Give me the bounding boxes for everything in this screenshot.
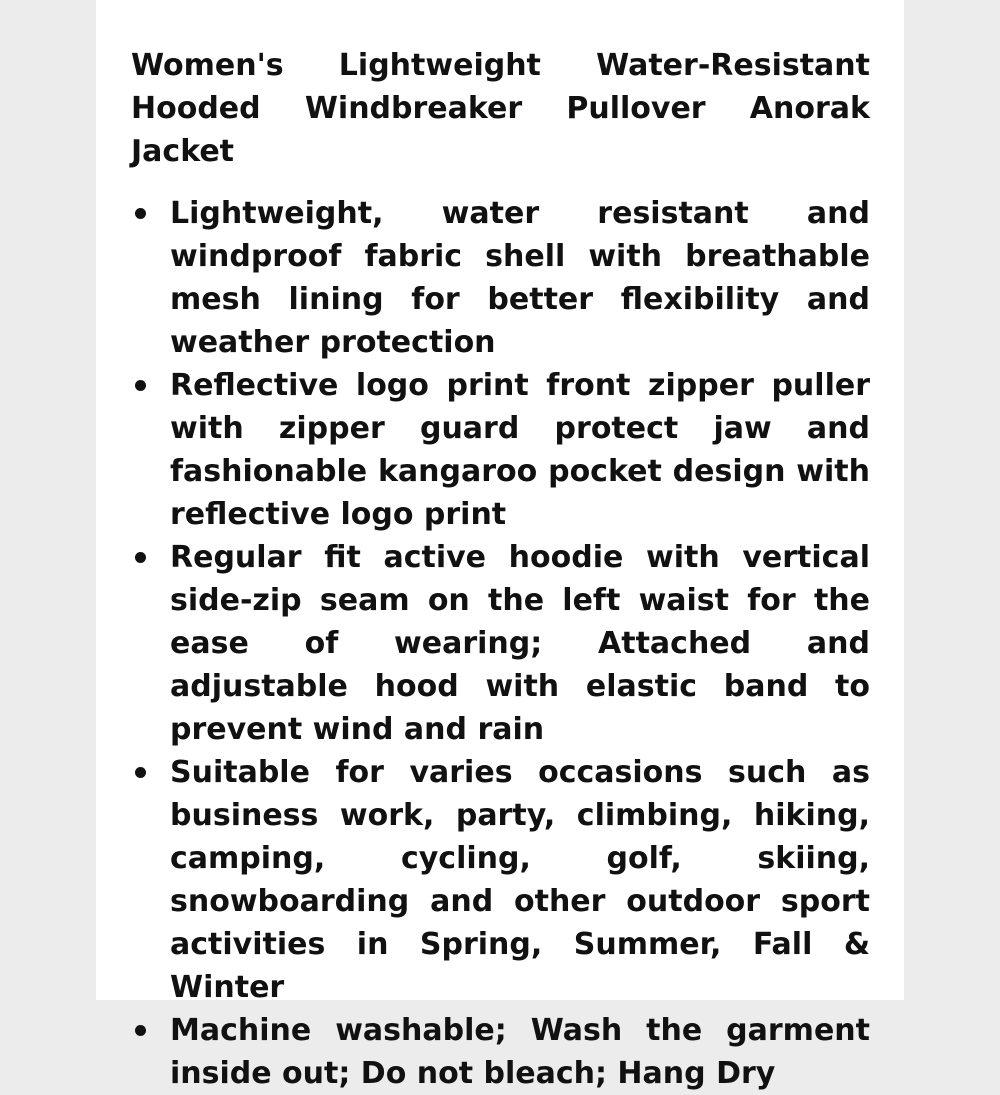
feature-text: Suitable for varies occasions such as business work, party, climbing, hiking, camping, cycling, golf, skiing, snowboarding and other outdoor sport activities in Spring, Summer, Fall & Winter [170, 755, 870, 1005]
feature-text: Regular fit active hoodie with vertical side-zip seam on the left waist for the ease of wearing; Attached and adjustable hood with elastic band to prevent wind and rain [170, 540, 870, 747]
bullet-icon [135, 767, 146, 778]
product-description [131, 44, 870, 1095]
feature-item [131, 192, 870, 364]
feature-item [131, 364, 870, 536]
bullet-icon [135, 380, 146, 391]
feature-item [131, 536, 870, 751]
feature-text: Reflective logo print front zipper puller with zipper guard protect jaw and fashionable kangaroo pocket design with reflective logo print [170, 368, 870, 532]
bullet-icon [135, 552, 146, 563]
feature-list [131, 192, 870, 1095]
bullet-icon [135, 1025, 146, 1036]
bullet-icon [135, 208, 146, 219]
product-title: Women's Lightweight Water-Resistant Hooded Windbreaker Pullover Anorak Jacket [131, 48, 870, 169]
feature-item [131, 1009, 870, 1095]
feature-text: Machine washable; Wash the garment inside out; Do not bleach; Hang Dry [170, 1013, 870, 1091]
feature-text: Lightweight, water resistant and windproof fabric shell with breathable mesh lining for better flexibility and weather protection [170, 196, 870, 360]
feature-item [131, 751, 870, 1009]
